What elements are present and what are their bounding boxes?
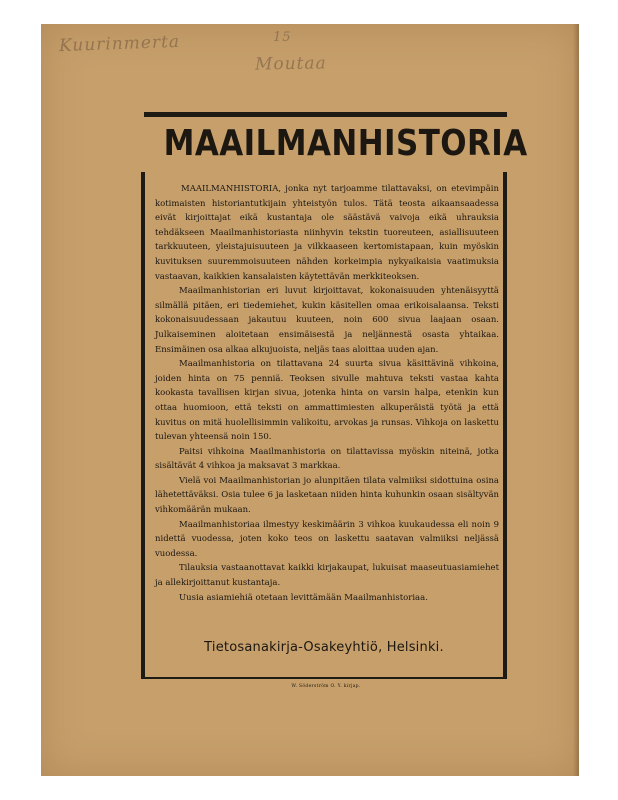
paragraph-schedule: Maailmanhistoriaa ilmestyy keskimäärin 3 vihkoa kuukaudessa eli noin 9 nidettä vuodessa, joten koko teos on laskettu saatavan valmiiksi neljässä vuodessa.	[155, 519, 499, 559]
paragraph-volumes: Paitsi vihkoina Maailmanhistoria on tilattavissa myöskin niteinä, jotka sisältävät 4 vihkoa ja maksavat 3 markkaa.	[155, 446, 499, 472]
body-text	[155, 182, 499, 605]
printer-imprint: W. Söderström O. Y. kirjap.	[291, 684, 361, 689]
top-rule	[144, 112, 507, 117]
text-frame	[141, 172, 507, 679]
leaflet-page	[41, 24, 579, 776]
pencil-note-left: Kuurinmerta	[58, 31, 181, 57]
pencil-note-word: Moutaa	[254, 53, 327, 75]
paragraph-intro: MAAILMANHISTORIA, jonka nyt tarjoamme tilattavaksi, on etevimpäin kotimaisten historiantutkijain yhteistyön tulos. Tätä teosta aikaansaadessa eivät kirjoittajat eikä kustantaja ole säästävä vaivoja eikä uhrauksia tehdäkseen Maailmanhistoriasta niinhyvin tekstin tuoreuteen, asiallisuuteen tarkkuuteen, yleistajuisuuteen ja vilkkaaseen kertomistapaan, kuin myöskin kuvituksen suuremmoisuuteen nähden korkeimpia nykyaikaisia vaatimuksia vastaavan, kaikkien kansalaisten käytettävän merkkiteoksen.	[155, 184, 499, 282]
publisher-signature: Tietosanakirja-Osakeyhtiö, Helsinki.	[204, 640, 444, 655]
paragraph-agents: Uusia asiamiehiä otetaan levittämään Maailmanhistoriaa.	[179, 592, 428, 603]
paragraph-chapters: Maailmanhistorian eri luvut kirjoittavat, kokonaisuuden yhtenäisyyttä silmällä pitäen, eri tiedemiehet, kukin käsitellen omaa erikoisalaansa. Teksti kokonaisuudessaan jakautuu kuuteen, noin 600 sivua laajaan osaan. Julkaiseminen aloitetaan ensimäisestä ja neljännestä osasta yhtaikaa. Ensimäinen osa alkaa alkujuoista, neljäs taas aloittaa uuden ajan.	[155, 286, 499, 355]
paragraph-orders: Tilauksia vastaanottavat kaikki kirjakaupat, lukuisat maaseutuasiamiehet ja allekirjoittanut kustantaja.	[155, 563, 499, 589]
page-title: MAAILMANHISTORIA	[163, 123, 528, 164]
paragraph-bound: Vielä voi Maailmanhistorian jo alunpitäen tilata valmiiksi sidottuina osina lähetettäväksi. Osia tulee 6 ja lasketaan niiden hinta kuhunkin osaan sisältyvän vihkomäärän mukaan.	[155, 475, 499, 516]
paragraph-price: Maailmanhistoria on tilattavana 24 suurta sivua käsittävinä vihkoina, joiden hinta on 75 penniä. Teoksen sivulle mahtuva teksti vastaa kahta kookasta tavallisen kirjan sivua, jotenka hinta on varsin halpa, etenkin kun ottaa huomioon, että teksti on ammattimiesten alkuperäistä työtä ja että kuvitus on mitä huolellisimmin valikoitu, arvokas ja runsas. Vihkoja on laskettu tulevan yhteensä noin 150.	[155, 359, 499, 443]
pencil-note-number: 15	[273, 30, 292, 45]
